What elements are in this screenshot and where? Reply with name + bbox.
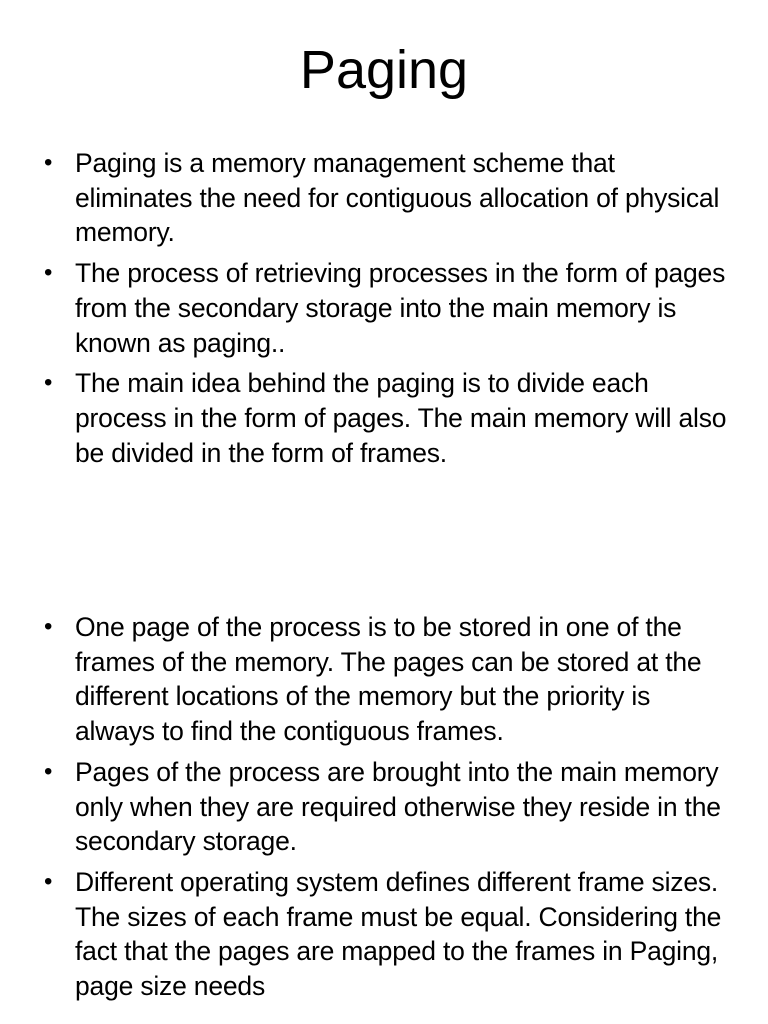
bullet-dot-icon: • (44, 149, 53, 176)
bullet-text: Paging is a memory management scheme that eliminates the need for contiguous allocation of physical memory. (75, 148, 720, 248)
bullet-list-bottom (0, 610, 768, 1010)
bullet-text: Different operating system defines different frame sizes. The sizes of each frame must be equal. Considering the fact that the pages are mapped to the frames in Paging, page size needs (75, 866, 722, 1002)
bullet-dot-icon: • (44, 613, 53, 640)
bullet-text: The process of retrieving processes in the form of pages from the secondary storage into the main memory is known as paging.. (75, 258, 726, 358)
bullet-dot-icon: • (44, 867, 53, 895)
slide-title: Paging (299, 40, 469, 100)
bullet-item (0, 865, 768, 1004)
bullet-dot-icon: • (44, 259, 53, 287)
bullet-text: One page of the process is to be stored in one of the frames of the memory. The pages can be stored at the different locations of the memory but the priority is always to find the contiguous frames. (75, 612, 702, 747)
bullet-text: Pages of the process are brought into the main memory only when they are required otherwise they reside in the secondary storage. (75, 756, 721, 857)
bullet-dot-icon: • (44, 757, 53, 785)
bullet-item (0, 610, 768, 749)
bullet-item (0, 366, 768, 470)
bullet-list-top (0, 146, 768, 476)
bullet-item (0, 146, 768, 250)
bullet-item (0, 755, 768, 859)
bullet-text: The main idea behind the paging is to divide each process in the form of pages. The main memory will also be divided in the form of frames. (75, 368, 727, 468)
bullet-item (0, 256, 768, 360)
bullet-dot-icon: • (44, 369, 53, 397)
